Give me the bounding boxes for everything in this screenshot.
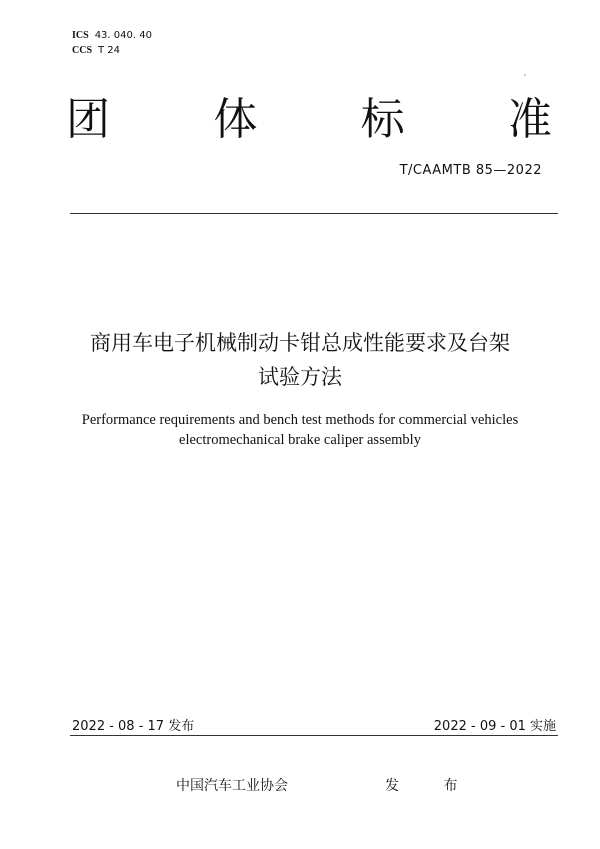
standard-type-char: 标 (360, 94, 405, 145)
standard-number: T/CAAMTB 85—2022 (399, 163, 542, 178)
ics-label: ICS (72, 30, 89, 41)
issuing-organization: 中国汽车工业协会 (176, 778, 288, 794)
issue-label: 发 布 (385, 778, 478, 794)
ccs-line (72, 45, 120, 56)
english-title-line-2: electromechanical brake caliper assembly (179, 432, 421, 448)
ics-value: 43. 040. 40 (94, 30, 152, 41)
implement-date: 2022 - 09 - 01 实施 (433, 719, 556, 734)
top-divider (70, 213, 558, 214)
standard-type-char: 准 (507, 94, 552, 145)
scan-speck (524, 74, 526, 76)
publish-date: 2022 - 08 - 17 发布 (72, 719, 195, 734)
english-title (40, 410, 560, 450)
standard-type-char: 团 (66, 94, 110, 145)
ccs-value: T 24 (98, 45, 121, 56)
standard-type-char: 体 (213, 94, 258, 145)
chinese-title-line-1: 商用车电子机械制动卡钳总成性能要求及台架 (90, 331, 510, 355)
bottom-divider (70, 735, 558, 736)
chinese-title-line-2: 试验方法 (258, 365, 342, 389)
ccs-label: CCS (72, 45, 93, 56)
standard-type-heading (66, 94, 552, 146)
english-title-line-1: Performance requirements and bench test methods for commercial vehicles (81, 412, 519, 428)
chinese-title (40, 326, 560, 394)
ics-line (72, 30, 152, 41)
